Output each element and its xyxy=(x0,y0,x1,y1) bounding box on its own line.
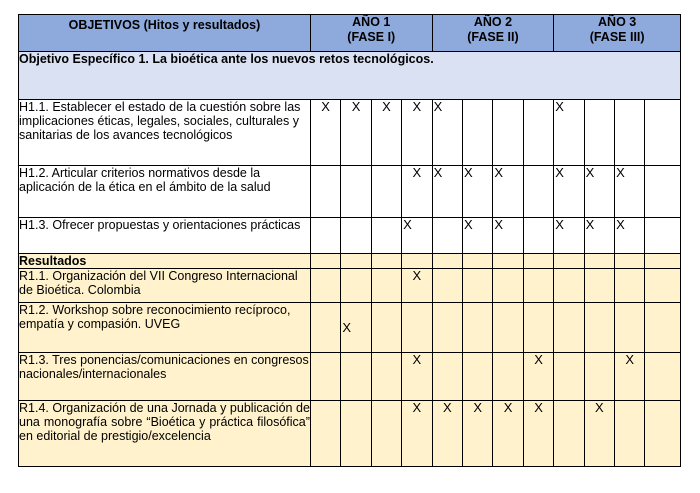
hito-label: H1.3. Ofrecer propuestas y orientaciones prácticas xyxy=(19,218,311,254)
mark-cell xyxy=(341,401,371,467)
mark-cell xyxy=(554,353,584,401)
objective-title: Objetivo Específico 1. La bioética ante los nuevos retos tecnológicos. xyxy=(19,52,681,100)
mark-cell xyxy=(371,303,401,353)
mark-cell xyxy=(523,166,553,218)
mark-cell xyxy=(523,218,553,254)
mark-cell xyxy=(463,269,493,303)
header-year1 xyxy=(310,15,432,52)
mark-cell: X xyxy=(493,401,523,467)
results-heading: Resultados xyxy=(19,254,311,269)
table-row xyxy=(19,303,681,353)
mark-cell xyxy=(341,353,371,401)
mark-cell xyxy=(554,401,584,467)
mark-cell: X xyxy=(341,303,371,353)
mark-cell: X xyxy=(584,166,614,218)
mark-cell xyxy=(645,100,681,166)
table-row xyxy=(19,100,681,166)
header-year3 xyxy=(554,15,681,52)
mark-cell xyxy=(645,218,681,254)
header-year2 xyxy=(432,15,554,52)
mark-cell xyxy=(371,166,401,218)
mark-cell xyxy=(341,269,371,303)
mark-cell xyxy=(402,303,432,353)
table-row xyxy=(19,401,681,467)
header-phase2-label: (FASE II) xyxy=(467,30,519,44)
mark-cell xyxy=(341,218,371,254)
mark-cell xyxy=(615,269,645,303)
header-year3-label: AÑO 3 xyxy=(598,15,637,29)
result-label: R1.2. Workshop sobre reconocimiento recíproco, empatía y compasión. UVEG xyxy=(19,303,311,353)
mark-cell xyxy=(584,100,614,166)
header-year2-label: AÑO 2 xyxy=(473,15,513,29)
hito-label: H1.1. Establecer el estado de la cuestión sobre las implicaciones éticas, legales, sociales, culturales y sanitarias de los avances tecnológicos xyxy=(19,100,311,166)
header-objectives-label: OBJETIVOS (Hitos y resultados) xyxy=(68,18,261,32)
mark-cell xyxy=(554,269,584,303)
mark-cell xyxy=(645,166,681,218)
result-label: R1.4. Organización de una Jornada y publicación de una monografía sobre “Bioética y práctica filosófica” en editorial de prestigio/excelencia xyxy=(19,401,311,467)
mark-cell xyxy=(645,303,681,353)
mark-cell xyxy=(493,303,523,353)
mark-cell: X xyxy=(432,401,462,467)
table-row xyxy=(19,269,681,303)
mark-cell: X xyxy=(310,100,340,166)
mark-cell xyxy=(310,353,340,401)
mark-cell xyxy=(371,269,401,303)
mark-cell: X xyxy=(554,166,584,218)
mark-cell xyxy=(371,401,401,467)
table-row xyxy=(19,166,681,218)
mark-cell: X xyxy=(371,100,401,166)
mark-cell: X xyxy=(554,100,584,166)
mark-cell xyxy=(371,353,401,401)
mark-cell: X xyxy=(402,269,432,303)
mark-cell xyxy=(584,353,614,401)
mark-cell xyxy=(432,353,462,401)
mark-cell: X xyxy=(463,218,493,254)
mark-cell xyxy=(432,218,462,254)
mark-cell xyxy=(645,353,681,401)
mark-cell: X xyxy=(523,401,553,467)
hito-label: H1.2. Articular criterios normativos desde la aplicación de la ética en el ámbito de la salud xyxy=(19,166,311,218)
header-row xyxy=(19,15,681,52)
mark-cell xyxy=(584,269,614,303)
mark-cell: X xyxy=(584,218,614,254)
header-phase1-label: (FASE I) xyxy=(347,30,396,44)
mark-cell: X xyxy=(402,353,432,401)
results-heading-row xyxy=(19,254,681,269)
mark-cell xyxy=(432,303,462,353)
header-year1-label: AÑO 1 xyxy=(352,15,391,29)
mark-cell xyxy=(463,303,493,353)
mark-cell: X xyxy=(463,166,493,218)
mark-cell xyxy=(463,353,493,401)
mark-cell xyxy=(310,166,340,218)
mark-cell xyxy=(645,401,681,467)
mark-cell: X xyxy=(584,401,614,467)
mark-cell: X xyxy=(402,166,432,218)
mark-cell xyxy=(341,166,371,218)
mark-cell xyxy=(645,269,681,303)
mark-cell: X xyxy=(463,401,493,467)
mark-cell xyxy=(615,303,645,353)
mark-cell xyxy=(523,303,553,353)
mark-cell xyxy=(584,303,614,353)
mark-cell: X xyxy=(402,401,432,467)
mark-cell xyxy=(310,269,340,303)
result-label: R1.3. Tres ponencias/comunicaciones en congresos nacionales/internacionales xyxy=(19,353,311,401)
header-objectives xyxy=(19,15,311,52)
mark-cell xyxy=(310,401,340,467)
mark-cell: X xyxy=(615,218,645,254)
mark-cell: X xyxy=(402,100,432,166)
milestones-table xyxy=(18,14,681,467)
result-label: R1.1. Organización del VII Congreso Internacional de Bioética. Colombia xyxy=(19,269,311,303)
mark-cell: X xyxy=(402,218,432,254)
mark-cell xyxy=(554,303,584,353)
table-row xyxy=(19,353,681,401)
mark-cell: X xyxy=(523,353,553,401)
mark-cell xyxy=(463,100,493,166)
mark-cell xyxy=(493,100,523,166)
mark-cell xyxy=(310,218,340,254)
mark-cell: X xyxy=(554,218,584,254)
header-phase3-label: (FASE III) xyxy=(589,30,645,44)
mark-cell xyxy=(615,100,645,166)
table-row xyxy=(19,218,681,254)
mark-cell xyxy=(432,269,462,303)
mark-cell: X xyxy=(615,166,645,218)
mark-cell xyxy=(493,269,523,303)
mark-cell xyxy=(493,353,523,401)
mark-cell: X xyxy=(432,100,462,166)
mark-cell: X xyxy=(493,218,523,254)
mark-cell xyxy=(523,100,553,166)
mark-cell xyxy=(615,401,645,467)
mark-cell: X xyxy=(615,353,645,401)
mark-cell: X xyxy=(432,166,462,218)
mark-cell xyxy=(523,269,553,303)
mark-cell: X xyxy=(341,100,371,166)
mark-cell xyxy=(310,303,340,353)
mark-cell xyxy=(371,218,401,254)
mark-cell: X xyxy=(493,166,523,218)
objective-row xyxy=(19,52,681,100)
